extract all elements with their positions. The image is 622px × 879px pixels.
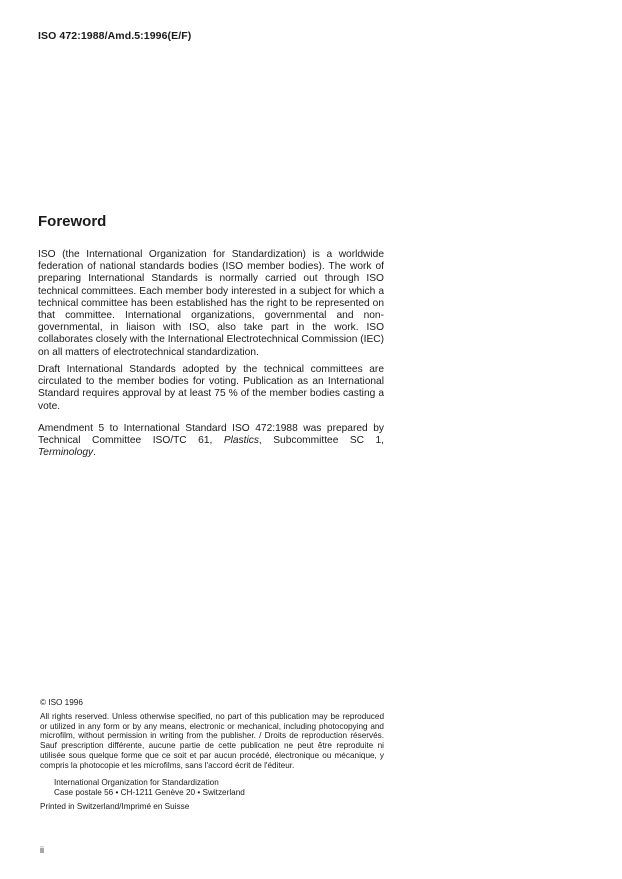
paragraph-3-text-c: , Subcommittee SC 1,	[258, 435, 384, 447]
foreword-paragraph-2: Draft International Standards adopted by the technical committees are circulated to the member bodies for voting. Publication as an International Standard requires approval by at least 75 % of the member bodies casting a vote.	[38, 364, 384, 412]
copyright-notice: © ISO 1996	[40, 698, 83, 707]
foreword-paragraph-1: ISO (the International Organization for Standardization) is a worldwide federation of national standards bodies (ISO member bodies). The work of preparing International Standards is normally carried out through ISO technical committees. Each member body interested in a subject for which a technical committee has been established has the right to be represented on that committee. International organizations, governmental and non-governmental, in liaison with ISO, also take part in the work. ISO collaborates closely with the International Electrotechnical Commission (IEC) on all matters of electrotechnical standardization.	[38, 249, 384, 358]
publisher-organization: International Organization for Standardization	[54, 778, 219, 787]
section-title-foreword: Foreword	[38, 213, 107, 230]
publisher-address: Case postale 56 • CH-1211 Genève 20 • Switzerland	[54, 788, 245, 797]
paragraph-3-text-a: Amendment 5 to International Standard ISO 472:1988 was prepared by Technical Committee ISO/TC 61,	[38, 423, 384, 447]
page-number: ii	[40, 845, 44, 855]
rights-reserved-notice: All rights reserved. Unless otherwise specified, no part of this publication may be reproduced or utilized in any form or by any means, electronic or mechanical, including photocopying and microfilm, without permission in writing from the publisher. / Droits de reproduction réservés. Sauf prescription différente, aucune partie de cette publication ne peut être reproduite ni utilisée sous quelque forme que ce soit et par aucun procédé, électronique ou mécanique, y compris la photocopie et les microfilms, sans l'accord écrit de l'éditeur.	[40, 712, 384, 770]
printed-in-notice: Printed in Switzerland/Imprimé en Suisse	[40, 802, 190, 811]
paragraph-3-text-e: .	[93, 447, 96, 459]
subcommittee-name-terminology: Terminology	[38, 447, 94, 459]
document-identifier: ISO 472:1988/Amd.5:1996(E/F)	[38, 30, 192, 42]
foreword-paragraph-3	[38, 423, 384, 460]
committee-name-plastics: Plastics	[223, 435, 259, 447]
